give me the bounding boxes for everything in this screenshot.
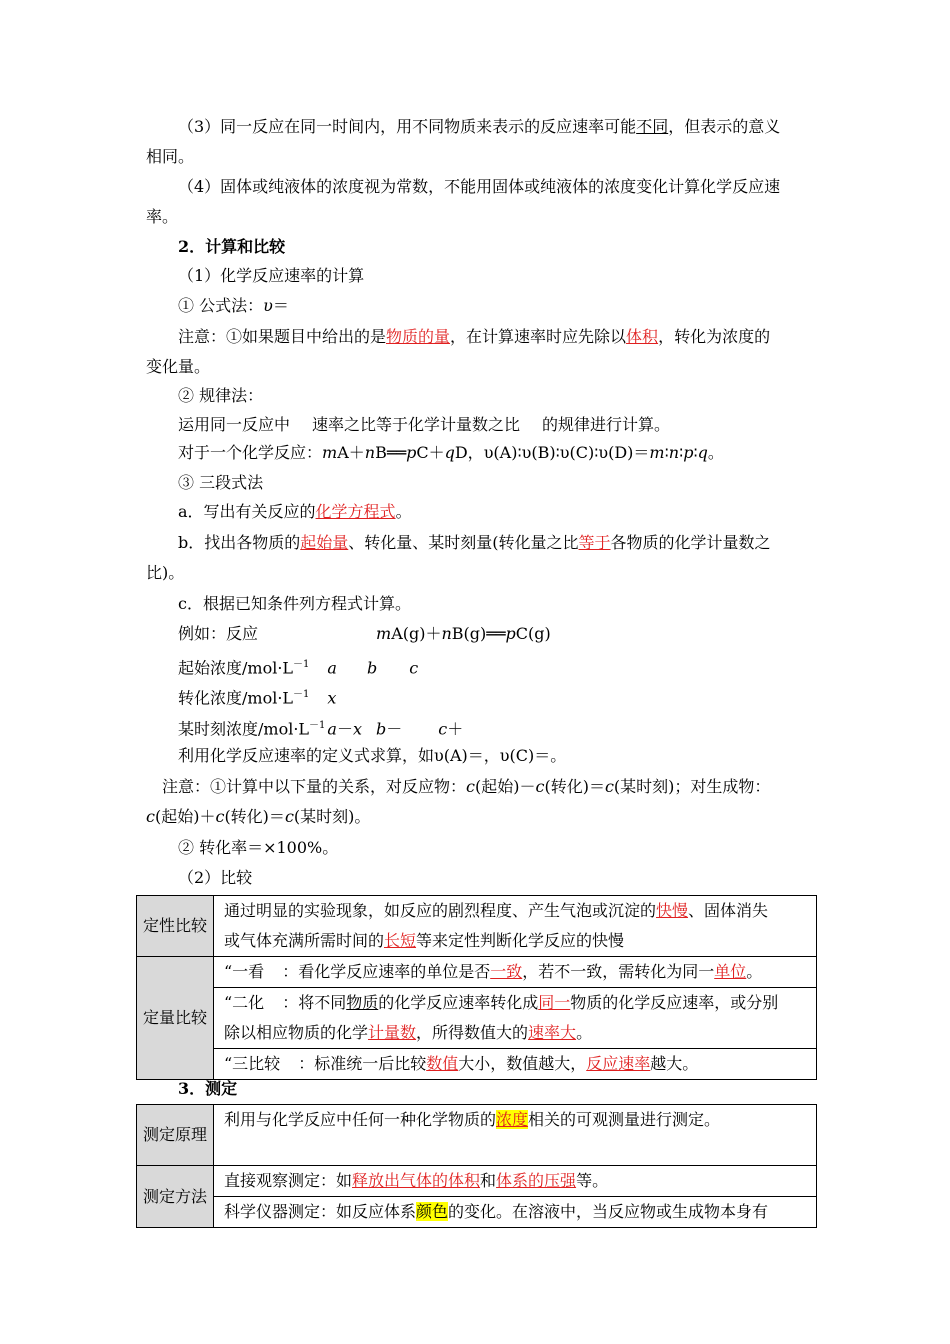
formula-method: ① 公式法：υ＝: [178, 296, 289, 315]
point-4-line1: （4）固体或纯液体的浓度视为常数，不能用固体或纯液体的浓度变化计算化学反应速: [178, 177, 781, 196]
section-2-title: 2．计算和比较: [178, 237, 286, 256]
qualitative-content: 通过明显的实验现象，如反应的剧烈程度、产生气泡或沉淀的快慢、固体消失 或气体充满所需时间的长短等来定性判断化学反应的快慢: [214, 896, 817, 957]
point-4-line2: 率。: [146, 207, 179, 226]
table-row: [137, 1197, 817, 1228]
table-row: [137, 988, 817, 1049]
note-2-line1: 注意：①计算中以下量的关系，对反应物：c(起始)－c(转化)＝c(某时刻)；对生成物：: [162, 777, 771, 796]
note-1-line2: 变化量。: [146, 357, 211, 376]
section-3-title: 3．测定: [178, 1079, 238, 1098]
measurement-table: [136, 1104, 817, 1228]
quantitative-label: 定量比较: [137, 957, 214, 1080]
point-3-line2: 相同。: [146, 147, 195, 166]
quantitative-step-3: “三比较 ：标准统一后比较数值大小，数值越大，反应速率越大。: [214, 1049, 817, 1080]
row-converted-concentration: 转化浓度$/mol\cdot L^{-1}$ x: [178, 688, 337, 708]
qualitative-label: 定性比较: [137, 896, 214, 957]
note-2-line2: c(起始)＋c(转化)＝c(某时刻)。: [146, 807, 371, 826]
example-reaction: 例如：反应 mA(g)＋nB(g)══pC(g): [178, 624, 551, 643]
three-step-title: ③ 三段式法: [178, 473, 264, 492]
row-moment-concentration: 某时刻浓度$/mol\cdot L^{-1}$ a－x b－ c＋: [178, 719, 464, 739]
step-a: a．写出有关反应的化学方程式。: [178, 502, 412, 521]
point-3-line1: （3）同一反应在同一时间内，用不同物质来表示的反应速率可能不同，但表示的意义: [178, 117, 781, 136]
quantitative-step-2: “二化 ：将不同物质的化学反应速率转化成同一物质的化学反应速率，或分别 除以相应物质的化学计量数，所得数值大的速率大。: [214, 988, 817, 1049]
method-instrument: 科学仪器测定：如反应体系颜色的变化。在溶液中，当反应物或生成物本身有: [214, 1197, 817, 1228]
reaction-ratio: 对于一个化学反应：mA＋nB══pC＋qD，υ(A)∶υ(B)∶υ(C)∶υ(D)＝m∶n∶p∶q。: [178, 443, 724, 462]
subsection-2-1-title: （1）化学反应速率的计算: [178, 266, 365, 285]
principle-label: 测定原理: [137, 1105, 214, 1166]
comparison-table: [136, 895, 817, 1080]
definition-calc: 利用化学反应速率的定义式求算，如υ(A)＝，υ(C)＝。: [178, 746, 567, 765]
step-c: c．根据已知条件列方程式计算。: [178, 594, 411, 613]
step-b-line2: 比)。: [146, 563, 185, 582]
table-row: [137, 896, 817, 957]
table-row: [137, 957, 817, 988]
note-1-line1: 注意：①如果题目中给出的是物质的量，在计算速率时应先除以体积，转化为浓度的: [178, 327, 771, 346]
method-direct: 直接观察测定：如释放出气体的体积和体系的压强等。: [214, 1166, 817, 1197]
table-row: [137, 1166, 817, 1197]
subsection-2-2-title: （2）比较: [178, 868, 253, 887]
method-label: 测定方法: [137, 1166, 214, 1228]
rule-method-title: ② 规律法：: [178, 386, 264, 405]
quantitative-step-1: “一看 ：看化学反应速率的单位是否一致，若不一致，需转化为同一单位。: [214, 957, 817, 988]
principle-content: 利用与化学反应中任何一种化学物质的浓度相关的可观测量进行测定。: [214, 1105, 817, 1166]
rule-method-text: 运用同一反应中 速率之比等于化学计量数之比 的规律进行计算。: [178, 415, 671, 434]
step-b-line1: b．找出各物质的起始量、转化量、某时刻量(转化量之比等于各物质的化学计量数之: [178, 533, 771, 552]
conversion-rate: ② 转化率＝×100%。: [178, 838, 339, 857]
table-row: [137, 1049, 817, 1080]
row-initial-concentration: 起始浓度$/mol\cdot L^{-1}$ a b c: [178, 658, 419, 678]
table-row: [137, 1105, 817, 1166]
